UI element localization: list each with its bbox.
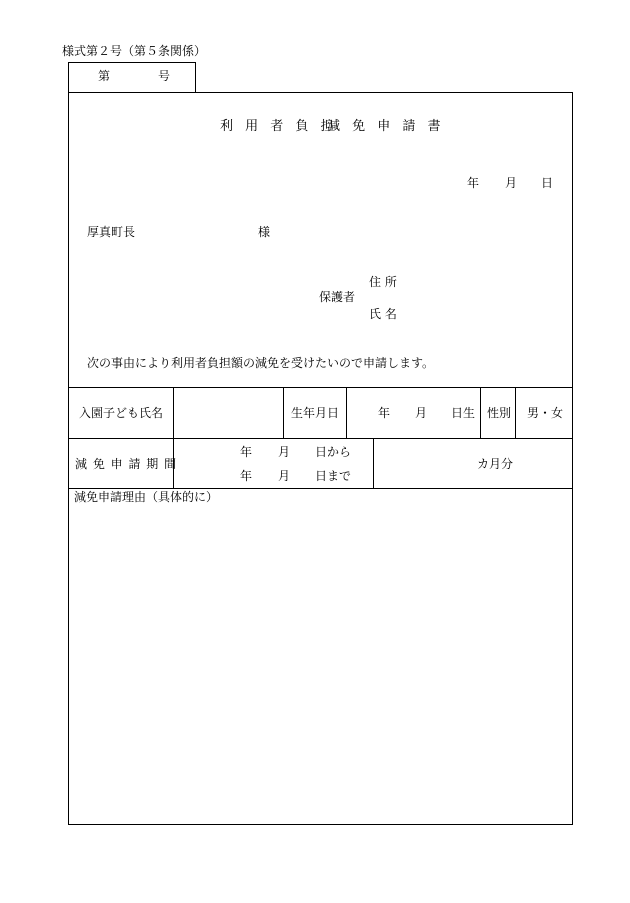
birth-day: 日生 [451, 406, 476, 420]
title-part2: 減 免 申 請 書 [327, 119, 445, 134]
addressee-honorific: 様 [258, 225, 271, 239]
date-day: 日 [541, 176, 554, 190]
period-from-day: 日から [315, 445, 352, 459]
period-label: 減 免 申 請 期 間 [75, 457, 178, 471]
table-mid-line [68, 438, 573, 439]
birth-month: 月 [415, 406, 428, 420]
title-part1: 利 用 者 負 担 [220, 119, 338, 134]
period-to-day: 日まで [315, 469, 352, 483]
period-to-year: 年 [240, 469, 253, 483]
form-label: 様式第２号（第５条関係） [62, 44, 207, 58]
child-name-label: 入園子ども氏名 [79, 406, 164, 420]
reason-label: 減免申請理由（具体的に） [74, 490, 219, 504]
applicant-guardian-label: 保護者 [319, 290, 356, 304]
birth-date-label: 生年月日 [291, 406, 340, 420]
row1-divider [346, 387, 347, 438]
period-from-month: 月 [278, 445, 291, 459]
applicant-address-label: 住 所 [369, 275, 397, 289]
applicant-name-label: 氏 名 [369, 307, 397, 321]
row1-divider [480, 387, 481, 438]
addressee-name: 厚真町長 [87, 225, 136, 239]
row2-divider [373, 438, 374, 488]
table-bottom-line [68, 488, 573, 489]
statement: 次の事由により利用者負担額の減免を受けたいので申請します。 [87, 356, 435, 370]
gender-value: 男・女 [527, 406, 564, 420]
row1-divider [515, 387, 516, 438]
period-from-year: 年 [240, 445, 253, 459]
period-months: カ月分 [477, 457, 514, 471]
birth-year: 年 [378, 406, 391, 420]
date-month: 月 [505, 176, 518, 190]
period-to-month: 月 [278, 469, 291, 483]
number-dai: 第 [98, 69, 111, 83]
gender-label: 性別 [487, 406, 512, 420]
number-box [68, 62, 196, 93]
date-year: 年 [467, 176, 480, 190]
number-go: 号 [158, 69, 171, 83]
row1-divider [173, 387, 174, 438]
table-top-line [68, 387, 573, 388]
row1-divider [283, 387, 284, 438]
